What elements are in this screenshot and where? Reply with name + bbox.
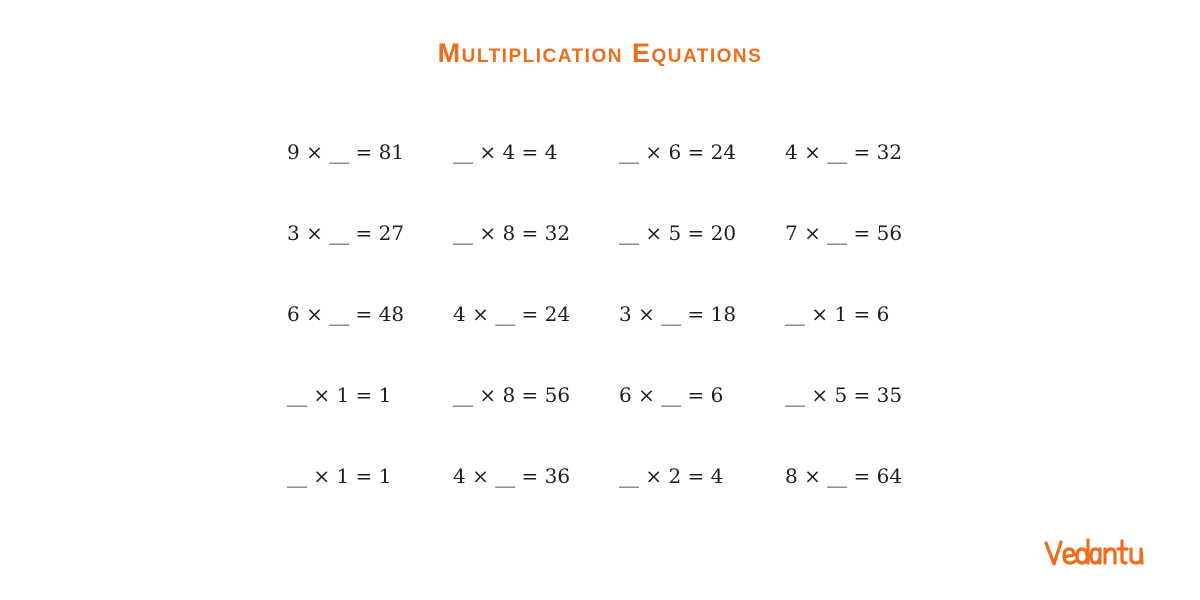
equation: __ × 4 = 4 bbox=[453, 140, 558, 164]
equation: __ × 6 = 24 bbox=[619, 140, 737, 164]
equation: __ × 1 = 1 bbox=[287, 464, 392, 488]
equation: 6 × __ = 6 bbox=[619, 383, 724, 407]
page-title: Multiplication Equations bbox=[437, 38, 763, 68]
equation: __ × 1 = 6 bbox=[785, 302, 890, 326]
equation: 3 × __ = 18 bbox=[619, 302, 737, 326]
equation: __ × 2 = 4 bbox=[619, 464, 724, 488]
equation: __ × 5 = 35 bbox=[785, 383, 903, 407]
equation: __ × 8 = 32 bbox=[453, 221, 571, 245]
equation: __ × 1 = 1 bbox=[287, 383, 392, 407]
equation: 4 × __ = 24 bbox=[453, 302, 571, 326]
equation: 3 × __ = 27 bbox=[287, 221, 405, 245]
vedantu-logo bbox=[1043, 534, 1147, 574]
equation: __ × 8 = 56 bbox=[453, 383, 571, 407]
equation: __ × 5 = 20 bbox=[619, 221, 737, 245]
equation: 4 × __ = 36 bbox=[453, 464, 571, 488]
equation: 9 × __ = 81 bbox=[287, 140, 405, 164]
equation: 8 × __ = 64 bbox=[785, 464, 903, 488]
equation-grid bbox=[287, 136, 951, 541]
equation: 7 × __ = 56 bbox=[785, 221, 903, 245]
equation: 6 × __ = 48 bbox=[287, 302, 405, 326]
equation: 4 × __ = 32 bbox=[785, 140, 903, 164]
